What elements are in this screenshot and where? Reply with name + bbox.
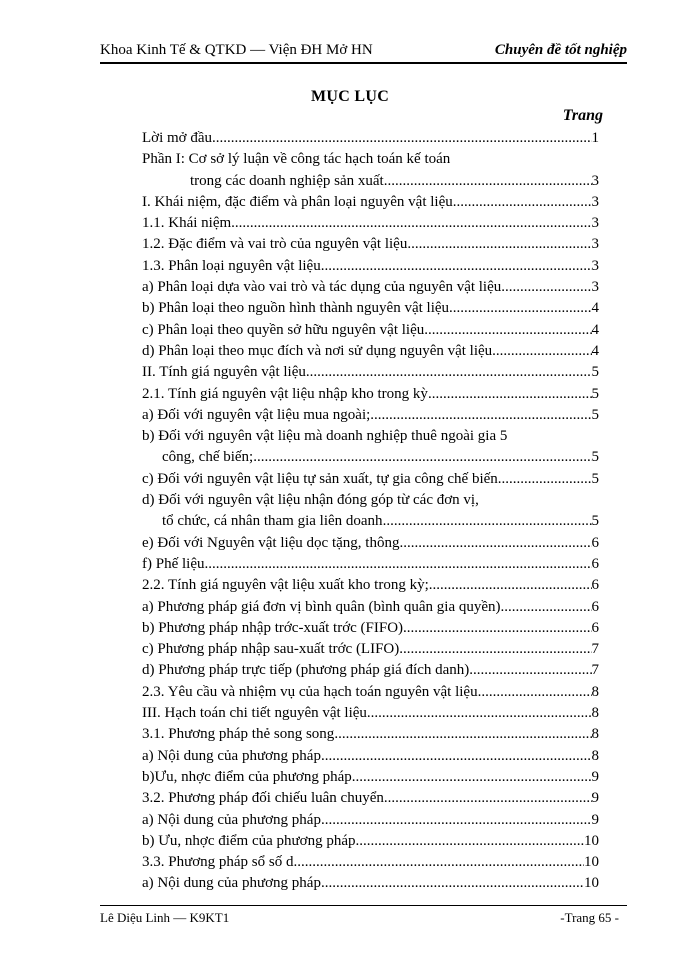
toc-entry-label: III. Hạch toán chi tiết nguyên vật liệu xyxy=(142,705,367,722)
toc-entry xyxy=(142,128,599,149)
table-of-contents xyxy=(142,128,599,895)
toc-entry-label: 2.3. Yêu cầu và nhiệm vụ của hạch toán nguyên vật liệu. xyxy=(142,683,482,700)
toc-entry-label: 3.2. Phương pháp đối chiếu luân chuyển xyxy=(142,790,384,807)
toc-entry-label: d) Phân loại theo mục đích và nơi sử dụng nguyên vật liệu xyxy=(142,342,493,359)
toc-entry-label: b)Ưu, nhợc điểm của phương pháp. xyxy=(142,768,356,785)
toc-entry-page: 3 xyxy=(591,215,599,232)
toc-entry-label: a) Nội dung của phương pháp. xyxy=(142,811,325,828)
toc-entry-page: 3 xyxy=(591,172,599,189)
toc-leader-dots xyxy=(492,341,591,362)
toc-leader-dots xyxy=(498,469,592,490)
toc-leader-dots xyxy=(429,575,592,596)
toc-entry-label: f) Phế liệu xyxy=(142,555,205,572)
toc-entry-label: e) Đối với Nguyên vật liệu dọc tặng, thông xyxy=(142,534,400,551)
toc-entry-page: 7 xyxy=(591,662,599,679)
toc-leader-dots xyxy=(449,298,591,319)
toc-entry xyxy=(142,660,599,681)
page-header xyxy=(100,40,627,64)
toc-entry-label: Lời mở đầu xyxy=(142,130,213,146)
toc-leader-dots xyxy=(411,234,591,255)
toc-entry-page: 1 xyxy=(591,130,599,146)
toc-entry xyxy=(142,852,599,873)
toc-entry xyxy=(142,171,599,192)
toc-entry-label: a) Đối với nguyên vật liệu mua ngoài; xyxy=(142,406,371,423)
footer-author: Lê Diệu Linh — K9KT1 xyxy=(100,910,230,925)
toc-entry xyxy=(142,831,599,852)
toc-entry-page: 8 xyxy=(591,705,599,722)
toc-entry-label: c) Phương pháp nhập sau-xuất trớc (LIFO) xyxy=(142,641,400,658)
toc-entry-page: 5 xyxy=(591,470,599,487)
toc-entry xyxy=(142,405,599,426)
toc-entry-label: d) Phương pháp trực tiếp (phương pháp giá đích danh). xyxy=(142,662,474,679)
toc-leader-dots xyxy=(370,405,591,426)
toc-entry-page: 3 xyxy=(591,193,599,210)
toc-entry-label: 2.2. Tính giá nguyên vật liệu xuất kho trong kỳ; xyxy=(142,577,429,594)
toc-entry xyxy=(142,767,599,788)
toc-entry xyxy=(142,256,599,277)
toc-leader-dots xyxy=(297,852,584,873)
toc-entry-label: d) Đối với nguyên vật liệu nhận đóng góp từ các đơn vị, xyxy=(142,492,479,509)
toc-entry xyxy=(142,703,599,724)
toc-entry-page: 3 xyxy=(591,236,599,253)
toc-entry xyxy=(142,533,599,554)
toc-entry xyxy=(142,469,599,490)
toc-leader-dots xyxy=(212,128,591,149)
toc-entry-label: trong các doanh nghiệp sản xuất xyxy=(190,172,384,189)
toc-entry-page: 5 xyxy=(591,364,599,381)
toc-entry-label: tổ chức, cá nhân tham gia liên doanh xyxy=(162,513,383,530)
header-doc-type: Chuyên đề tốt nghiệp xyxy=(494,42,627,58)
toc-entry-page: 5 xyxy=(591,449,599,466)
toc-entry-label: c) Phân loại theo quyền sở hữu nguyên vật liệu xyxy=(142,321,425,338)
toc-entry xyxy=(142,277,599,298)
toc-entry xyxy=(142,149,599,170)
toc-entry-label: a) Phân loại dựa vào vai trò và tác dụng của nguyên vật liệu xyxy=(142,279,502,296)
toc-entry-page: 6 xyxy=(591,534,599,551)
footer-page-number: -Trang 65 - xyxy=(560,910,619,925)
toc-entry-page: 6 xyxy=(591,619,599,636)
toc-leader-dots xyxy=(501,277,591,298)
toc-leader-dots xyxy=(334,724,591,745)
toc-leader-dots xyxy=(359,831,584,852)
toc-entry xyxy=(142,554,599,575)
toc-entry-page: 5 xyxy=(591,513,599,530)
toc-entry-page: 8 xyxy=(591,747,599,764)
toc-entry xyxy=(142,426,599,447)
toc-entry-label: I. Khái niệm, đặc điểm và phân loại nguyên vật liệu. xyxy=(142,193,457,210)
toc-leader-dots xyxy=(324,256,591,277)
toc-entry-page: 6 xyxy=(591,577,599,594)
toc-leader-dots xyxy=(457,192,592,213)
toc-entry-label: 1.2. Đặc điểm và vai trò của nguyên vật liệu. xyxy=(142,236,412,253)
toc-leader-dots xyxy=(383,511,592,532)
toc-entry-label: b) Ưu, nhợc điểm của phương pháp. xyxy=(142,832,360,849)
toc-entry-label: c) Đối với nguyên vật liệu tự sản xuất, tự gia công chế biến xyxy=(142,470,498,487)
toc-leader-dots xyxy=(424,320,591,341)
toc-entry xyxy=(142,490,599,511)
toc-entry-page: 10 xyxy=(584,854,599,871)
toc-entry-page: 3 xyxy=(591,279,599,296)
toc-entry-label: Phần I: Cơ sở lý luận về công tác hạch toán kế toán xyxy=(142,151,451,168)
toc-entry-label: 3.3. Phương pháp sổ số d. xyxy=(142,854,298,871)
toc-entry-label: 1.1. Khái niệm xyxy=(142,215,232,232)
toc-entry-page: 9 xyxy=(591,768,599,785)
toc-entry-page: 5 xyxy=(591,385,599,402)
toc-entry xyxy=(142,192,599,213)
toc-leader-dots xyxy=(231,213,591,234)
toc-entry-page: 10 xyxy=(584,832,599,849)
toc-entry-label: b) Phân loại theo nguồn hình thành nguyên vật liệu xyxy=(142,300,450,317)
toc-leader-dots xyxy=(428,384,592,405)
toc-entry-page: 4 xyxy=(591,300,599,317)
toc-leader-dots xyxy=(325,746,592,767)
toc-leader-dots xyxy=(384,171,592,192)
toc-entry-page: 4 xyxy=(591,321,599,338)
toc-entry xyxy=(142,746,599,767)
toc-leader-dots xyxy=(356,767,592,788)
toc-leader-dots xyxy=(306,362,592,383)
toc-entry xyxy=(142,618,599,639)
toc-entry xyxy=(142,213,599,234)
toc-entry-page: 8 xyxy=(591,683,599,700)
toc-entry xyxy=(142,682,599,703)
toc-entry-label: b) Phương pháp nhập trớc-xuất trớc (FIFO) xyxy=(142,619,404,636)
toc-leader-dots xyxy=(204,554,591,575)
toc-leader-dots xyxy=(253,447,591,468)
toc-leader-dots xyxy=(367,703,592,724)
toc-entry-label: II. Tính giá nguyên vật liệu xyxy=(142,364,306,381)
toc-entry-label: 1.3. Phân loại nguyên vật liệu. xyxy=(142,257,325,274)
toc-leader-dots xyxy=(399,533,591,554)
toc-leader-dots xyxy=(384,788,592,809)
page-title: MỤC LỤC xyxy=(310,88,390,105)
toc-entry-label: a) Nội dung của phương pháp. xyxy=(142,875,325,892)
toc-entry xyxy=(142,639,599,660)
toc-entry xyxy=(142,320,599,341)
toc-entry-page: 9 xyxy=(591,811,599,828)
toc-entry-page: 7 xyxy=(591,641,599,658)
toc-entry xyxy=(142,341,599,362)
toc-entry-page: 3 xyxy=(591,257,599,274)
toc-entry-page: 6 xyxy=(591,555,599,572)
toc-entry xyxy=(142,575,599,596)
toc-entry xyxy=(142,447,599,468)
toc-entry xyxy=(142,597,599,618)
toc-entry-page: 10 xyxy=(584,875,599,892)
toc-entry-page: 4 xyxy=(591,342,599,359)
toc-entry xyxy=(142,810,599,831)
toc-entry xyxy=(142,362,599,383)
toc-entry xyxy=(142,298,599,319)
toc-entry xyxy=(142,788,599,809)
toc-leader-dots xyxy=(403,618,591,639)
page-footer xyxy=(100,905,627,925)
toc-entry xyxy=(142,384,599,405)
toc-entry-label: 2.1. Tính giá nguyên vật liệu nhập kho trong kỳ xyxy=(142,385,428,402)
toc-entry-page: 9 xyxy=(591,790,599,807)
toc-leader-dots xyxy=(399,639,591,660)
toc-entry-label: công, chế biến; xyxy=(162,449,254,466)
toc-entry-page: 8 xyxy=(591,726,599,743)
page-column-label: Trang xyxy=(562,107,603,124)
toc-entry xyxy=(142,511,599,532)
toc-leader-dots xyxy=(501,597,592,618)
toc-leader-dots xyxy=(481,682,591,703)
toc-leader-dots xyxy=(473,660,591,681)
toc-entry-label: a) Nội dung của phương pháp. xyxy=(142,747,325,764)
toc-leader-dots xyxy=(325,873,584,894)
toc-entry xyxy=(142,724,599,745)
toc-entry xyxy=(142,234,599,255)
toc-entry-page: 6 xyxy=(591,598,599,615)
toc-entry-label: a) Phương pháp giá đơn vị bình quân (bình quân gia quyền) xyxy=(142,598,501,615)
toc-entry-page: 5 xyxy=(591,406,599,423)
toc-entry-label: b) Đối với nguyên vật liệu mà doanh nghiệp thuê ngoài gia 5 xyxy=(142,428,508,445)
header-institution: Khoa Kinh Tế & QTKD — Viện ĐH Mở HN xyxy=(100,42,373,58)
toc-leader-dots xyxy=(325,810,592,831)
toc-entry-label: 3.1. Phương pháp thẻ song song xyxy=(142,726,335,743)
toc-entry xyxy=(142,873,599,894)
